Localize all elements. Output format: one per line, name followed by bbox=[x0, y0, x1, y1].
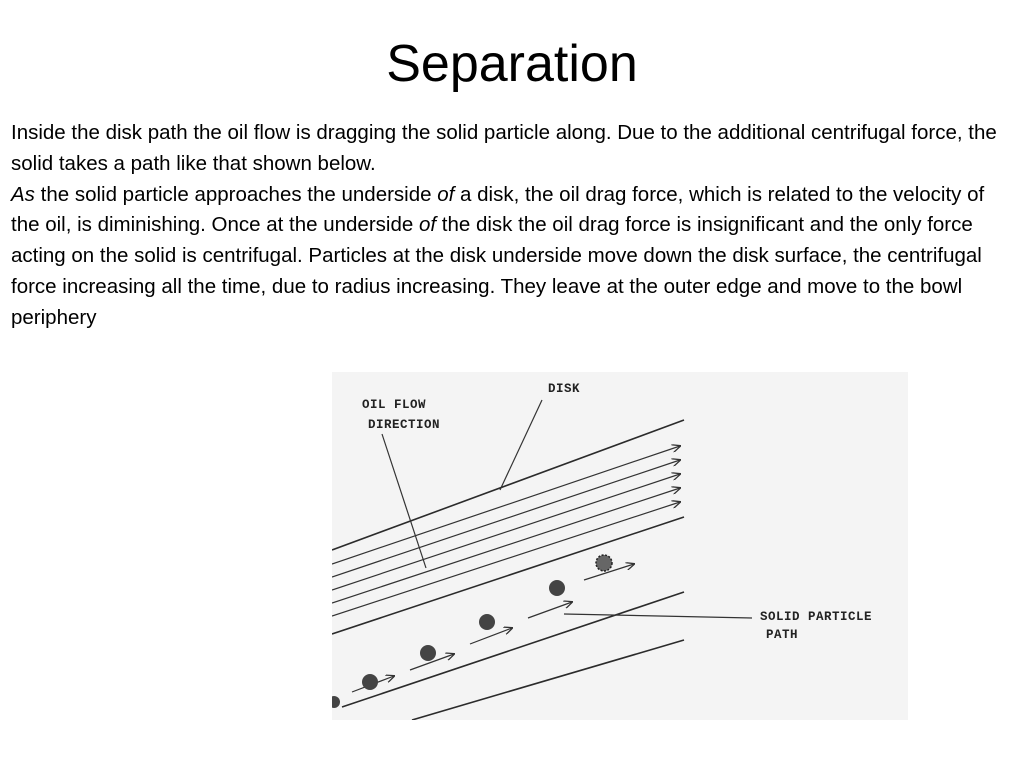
particle bbox=[479, 614, 495, 630]
particle bbox=[549, 580, 565, 596]
particle bbox=[420, 645, 436, 661]
diagram-svg bbox=[332, 372, 908, 720]
italic-word: As bbox=[11, 182, 35, 206]
label-solid-particle-line2: PATH bbox=[766, 628, 799, 642]
italic-word: of bbox=[437, 182, 455, 206]
label-oil-flow-line2: DIRECTION bbox=[368, 418, 441, 432]
particle bbox=[362, 674, 378, 690]
italic-word: of bbox=[418, 213, 437, 237]
label-oil-flow-line1: OIL FLOW bbox=[362, 398, 427, 412]
particle-at-disk bbox=[596, 555, 612, 571]
label-disk: DISK bbox=[548, 382, 581, 396]
paragraph-2 bbox=[11, 180, 1011, 334]
text-run: a disk, the oil drag force, which is related to the velocity of the oil, is diminishing. Once at the underside bbox=[11, 182, 985, 237]
slide-body bbox=[11, 118, 1011, 334]
slide-title: Separation bbox=[386, 35, 638, 93]
text-run: the solid particle approaches the underside bbox=[34, 182, 438, 206]
separation-diagram bbox=[332, 372, 908, 720]
label-solid-particle-line1: SOLID PARTICLE bbox=[760, 610, 873, 624]
text-run: the disk the oil drag force is insignificant and the only force acting on the solid is centrifugal. Particles at the disk underside move down the disk surface, the centrifugal force increasing all the time, due to radius increasing. They leave at the outer edge and move to the bowl periphery bbox=[11, 213, 982, 329]
paragraph-1: Inside the disk path the oil flow is dragging the solid particle along. Due to the additional centrifugal force, the solid takes a path like that shown below. bbox=[11, 121, 997, 175]
